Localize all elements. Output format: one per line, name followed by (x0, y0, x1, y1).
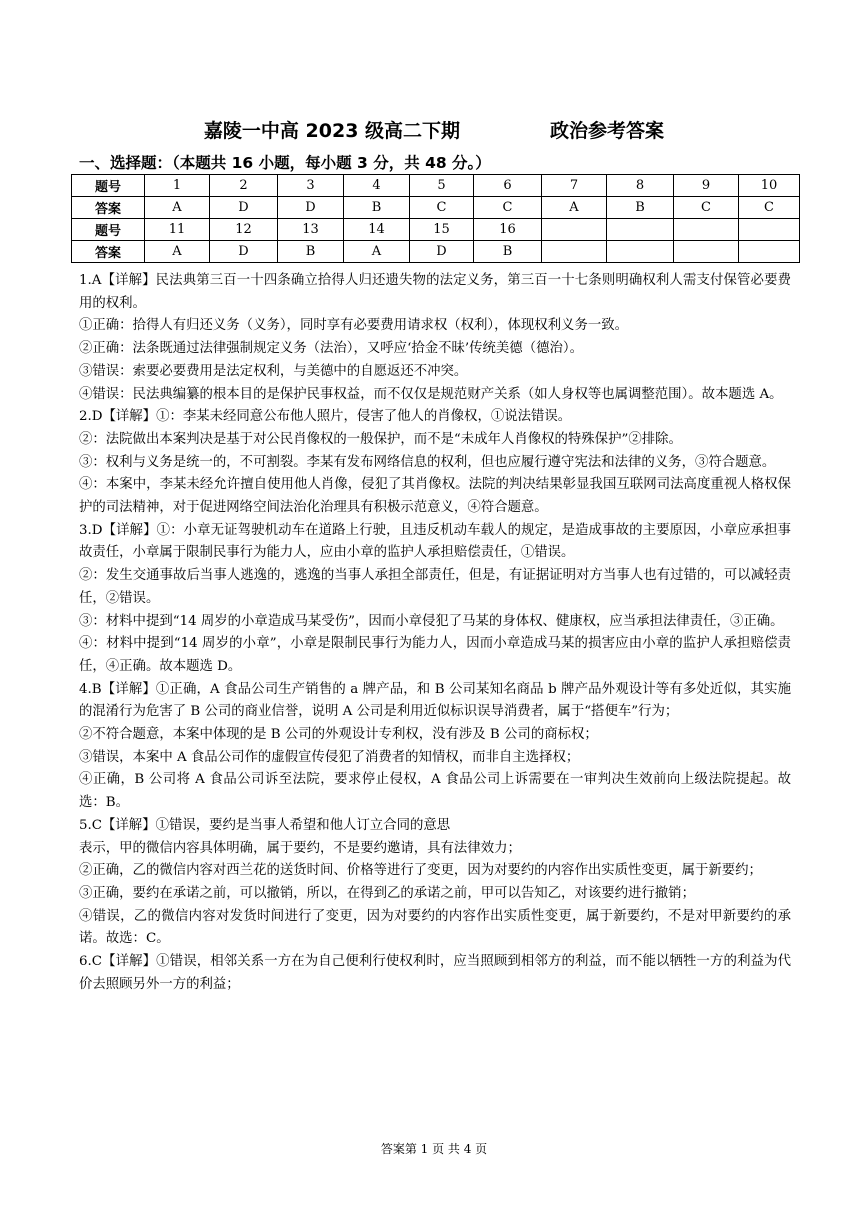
question-number (739, 219, 800, 241)
explanation-paragraph: ③：材料中提到“14 周岁的小章造成马某受伤”，因而小章侵犯了马某的身体权、健康权，应当承担法律责任，③正确。 (79, 613, 784, 629)
question-number (607, 219, 674, 241)
answer-cell: C (474, 197, 542, 219)
table-row (72, 241, 800, 263)
answer-cell: A (145, 241, 210, 263)
row-label-question: 题号 (72, 219, 145, 241)
row-label-answer: 答案 (72, 241, 145, 263)
answer-cell: D (210, 197, 278, 219)
answer-cell: A (145, 197, 210, 219)
explanation-paragraph: ③：权利与义务是统一的，不可割裂。李某有发布网络信息的权利，但也应履行遵守宪法和法律的义务，③符合题意。 (79, 454, 776, 470)
answer-table (71, 174, 800, 263)
answer-cell: B (607, 197, 674, 219)
explanation-paragraph: 3.D【详解】①：小章无证驾驶机动车在道路上行驶，且违反机动车载人的规定，是造成事故的主要原因，小章应承担事故责任，小章属于限制民事行为能力人，应由小章的监护人承担赔偿责任，①错误。 (79, 522, 791, 561)
answer-cell: D (278, 197, 344, 219)
explanation-body (79, 270, 791, 997)
page-title (0, 116, 868, 143)
question-number: 2 (210, 175, 278, 197)
question-number: 14 (344, 219, 410, 241)
explanation-paragraph: ③错误：索要必要费用是法定权利，与美德中的自愿返还不冲突。 (79, 363, 468, 379)
answer-cell (542, 241, 607, 263)
explanation-paragraph: ①正确：拾得人有归还义务（义务），同时享有必要费用请求权（权利），体现权利义务一致。 (79, 318, 629, 334)
explanation-paragraph: ④：本案中，李某未经允许擅自使用他人肖像，侵犯了其肖像权。法院的判决结果彰显我国互联网司法高度重视人格权保护的司法精神，对于促进网络空间法治化治理具有积极示范意义，④符合题意。 (79, 477, 791, 516)
question-number: 3 (278, 175, 344, 197)
question-number: 11 (145, 219, 210, 241)
explanation-paragraph: 1.A【详解】民法典第三百一十四条确立拾得人归还遗失物的法定义务，第三百一十七条则明确权利人需支付保管必要费用的权利。 (79, 273, 791, 311)
question-number: 12 (210, 219, 278, 241)
explanation-paragraph: ②不符合题意，本案中体现的是 B 公司的外观设计专利权，没有涉及 B 公司的商标权； (79, 727, 598, 743)
section-heading: 一、选择题：（本题共 16 小题，每小题 3 分，共 48 分。） (79, 154, 491, 172)
answer-cell: A (542, 197, 607, 219)
explanation-paragraph: ④正确，B 公司将 A 食品公司诉至法院，要求停止侵权，A 食品公司上诉需要在一审判决生效前向上级法院提起。故选：B。 (79, 772, 791, 811)
question-number: 1 (145, 175, 210, 197)
answer-cell (674, 241, 739, 263)
answer-cell (607, 241, 674, 263)
explanation-paragraph: 6.C【详解】①错误，相邻关系一方在为自己便利行使权利时，应当照顾到相邻方的利益，而不能以牺牲一方的利益为代价去照顾另外一方的利益； (79, 954, 791, 992)
explanation-paragraph: ④错误，乙的微信内容对发货时间进行了变更，因为对要约的内容作出实质性变更，属于新要约，不是对甲新要约的承诺。故选：C。 (79, 908, 791, 947)
explanation-paragraph: ④错误：民法典编纂的根本目的是保护民事权益，而不仅仅是规范财产关系（如人身权等也属调整范围）。故本题选 A。 (79, 386, 783, 402)
question-number: 10 (739, 175, 800, 197)
question-number: 5 (410, 175, 474, 197)
explanation-paragraph: ②正确，乙的微信内容对西兰花的送货时间、价格等进行了变更，因为对要约的内容作出实质性变更，属于新要约； (79, 863, 762, 879)
explanation-paragraph: 2.D【详解】①：李某未经同意公布他人照片，侵害了他人的肖像权，①说法错误。 (79, 409, 572, 425)
question-number: 8 (607, 175, 674, 197)
question-number (674, 219, 739, 241)
table-row (72, 197, 800, 219)
row-label-question: 题号 (72, 175, 145, 197)
question-number: 15 (410, 219, 474, 241)
explanation-paragraph: ②：法院做出本案判决是基于对公民肖像权的一般保护，而不是“未成年人肖像权的特殊保护”②排除。 (79, 431, 682, 447)
explanation-paragraph: ②正确：法条既通过法律强制规定义务（法治），又呼应‘拾金不昧’传统美德（德治）。 (79, 341, 583, 357)
page-footer: 答案第 1 页 共 4 页 (380, 1142, 488, 1156)
question-number: 6 (474, 175, 542, 197)
question-number: 7 (542, 175, 607, 197)
answer-cell: D (410, 241, 474, 263)
explanation-paragraph: ③正确，要约在承诺之前，可以撤销，所以，在得到乙的承诺之前，甲可以告知乙，对该要约进行撤销； (79, 885, 695, 901)
answer-cell: B (474, 241, 542, 263)
explanation-paragraph: 5.C【详解】①错误，要约是当事人希望和他人订立合同的意思 (79, 817, 451, 833)
question-number: 9 (674, 175, 739, 197)
question-number (542, 219, 607, 241)
answer-cell: C (674, 197, 739, 219)
answer-cell: A (344, 241, 410, 263)
table-row (72, 219, 800, 241)
explanation-paragraph: ②：发生交通事故后当事人逃逸的，逃逸的当事人承担全部责任，但是，有证据证明对方当事人也有过错的，可以减轻责任，②错误。 (79, 568, 791, 606)
answer-cell: D (210, 241, 278, 263)
row-label-answer: 答案 (72, 197, 145, 219)
question-number: 13 (278, 219, 344, 241)
explanation-paragraph: ③错误，本案中 A 食品公司作的虚假宣传侵犯了消费者的知情权，而非自主选择权； (79, 749, 580, 765)
answer-cell: C (739, 197, 800, 219)
answer-cell (739, 241, 800, 263)
explanation-paragraph: ④：材料中提到“14 周岁的小章”，小章是限制民事行为能力人，因而小章造成马某的损害应由小章的监护人承担赔偿责任，④正确。故本题选 D。 (79, 636, 791, 674)
answer-cell: B (344, 197, 410, 219)
title-subject: 政治参考答案 (550, 120, 665, 142)
answer-cell: C (410, 197, 474, 219)
title-school: 嘉陵一中高 2023 级高二下期 (203, 120, 461, 142)
question-number: 16 (474, 219, 542, 241)
explanation-paragraph: 4.B【详解】①正确，A 食品公司生产销售的 a 牌产品，和 B 公司某知名商品 b 牌产品外观设计等有多处近似，其实施的混淆行为危害了 B 公司的商业信誉，说明 A 公司是利用近似标识误导消费者，属于“搭便车”行为； (79, 681, 791, 720)
answer-cell: B (278, 241, 344, 263)
explanation-paragraph: 表示，甲的微信内容具体明确，属于要约，不是要约邀请，具有法律效力； (79, 840, 521, 856)
question-number: 4 (344, 175, 410, 197)
table-row (72, 175, 800, 197)
